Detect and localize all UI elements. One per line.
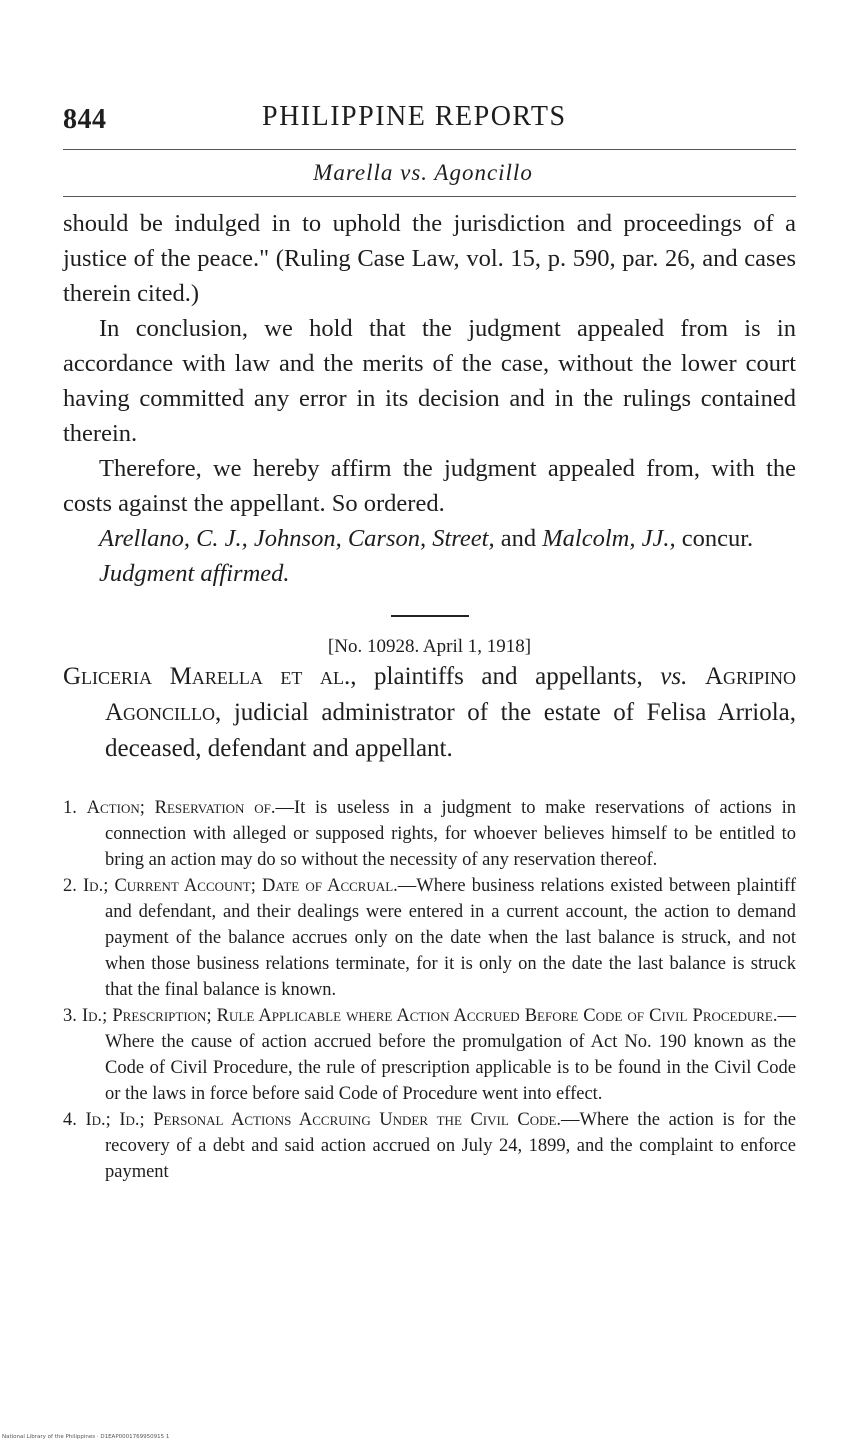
concur-and: and [494, 525, 543, 552]
plaintiff-role: , plaintiffs and appellants, [350, 663, 661, 690]
paragraph-conclusion: In conclusion, we hold that the judgment appealed from is in accordance with law and the merits of the case, without the lower court having committed any error in its decision and in the rulings contained therein. [63, 315, 796, 447]
versus: vs. [660, 663, 688, 690]
case-caption [63, 659, 796, 767]
syllabus-text: —Where the cause of action accrued before the promulgation of Act No. 190 known as the Code of Civil Procedure, the rule of prescription applicable is to be found in the Civil Code or the laws in force before said Code of Procedure went into effect. [105, 1006, 797, 1104]
defendant-role: , judicial administrator of the estate of Felisa Arriola, deceased, defendant and appellant. [105, 699, 796, 762]
paragraph-disposition: Therefore, we hereby affirm the judgment appealed from, with the costs against the appellant. So ordered. [63, 455, 796, 517]
syllabus-item [63, 1107, 796, 1185]
syllabus-text: —Where business relations existed between plaintiff and defendant, and their dealings were entered in a current account, the action to demand payment of the balance accrues only on the date when the last balance is struck, and not when those business relations terminate, for it is only on the date the last balance is struck that the final balance is known. [105, 876, 796, 1000]
syllabus-number: 2. [63, 876, 77, 896]
judgment-line [63, 556, 796, 591]
syllabus-item [63, 873, 796, 1003]
header-rule-lower [63, 196, 796, 197]
syllabus [63, 795, 796, 1185]
syllabus-item [63, 795, 796, 873]
syllabus-item [63, 1003, 796, 1107]
concurrence [63, 521, 796, 556]
syllabus-heading: Id.; Id.; Personal Actions Accruing Under the Civil Code. [85, 1110, 562, 1130]
scan-footer-note: National Library of the Philippines · D1EAP0001769950915 1 [2, 1434, 170, 1440]
syllabus-number: 3. [63, 1006, 77, 1026]
page-body [63, 206, 796, 1185]
syllabus-number: 4. [63, 1110, 77, 1130]
case-title-header: Marella vs. Agoncillo [313, 160, 533, 185]
case-separator [391, 615, 469, 617]
syllabus-number: 1. [63, 798, 77, 818]
syllabus-text: —Where the action is for the recovery of a debt and said action accrued on July 24, 1899, and the complaint to enforce payment [105, 1110, 797, 1182]
syllabus-heading: Id.; Current Account; Date of Accrual. [83, 876, 398, 896]
syllabus-text: —It is useless in a judgment to make reservations of actions in connection with alleged or supposed rights, for whoever believes himself to be entitled to bring an action may do so without the necessity of any reservation thereof. [105, 798, 797, 870]
concurring-justice-last: Malcolm, JJ., [542, 525, 676, 552]
page-number: 844 [63, 104, 107, 135]
judgment-text: Judgment affirmed. [99, 560, 290, 587]
docket-number: [No. 10928. April 1, 1918] [327, 636, 532, 657]
running-title: PHILIPPINE REPORTS [262, 101, 567, 132]
header-rule [63, 149, 796, 150]
paragraph-continuation: should be indulged in to uphold the jurisdiction and proceedings of a justice of the peace." (Ruling Case Law, vol. 15, p. 590, par. 26, and cases therein cited.) [63, 210, 796, 307]
concur-word: concur. [675, 525, 754, 552]
syllabus-heading: Action; Reservation of. [86, 798, 276, 818]
plaintiff-name: Gliceria Marella et al. [63, 663, 351, 690]
defendant-name: Agripino Agoncillo [105, 663, 796, 726]
syllabus-heading: Id.; Prescription; Rule Applicable where Action Accrued Before Code of Civil Procedure. [81, 1006, 778, 1026]
concurring-justices: Arellano, C. J., Johnson, Carson, Street, [99, 525, 495, 552]
